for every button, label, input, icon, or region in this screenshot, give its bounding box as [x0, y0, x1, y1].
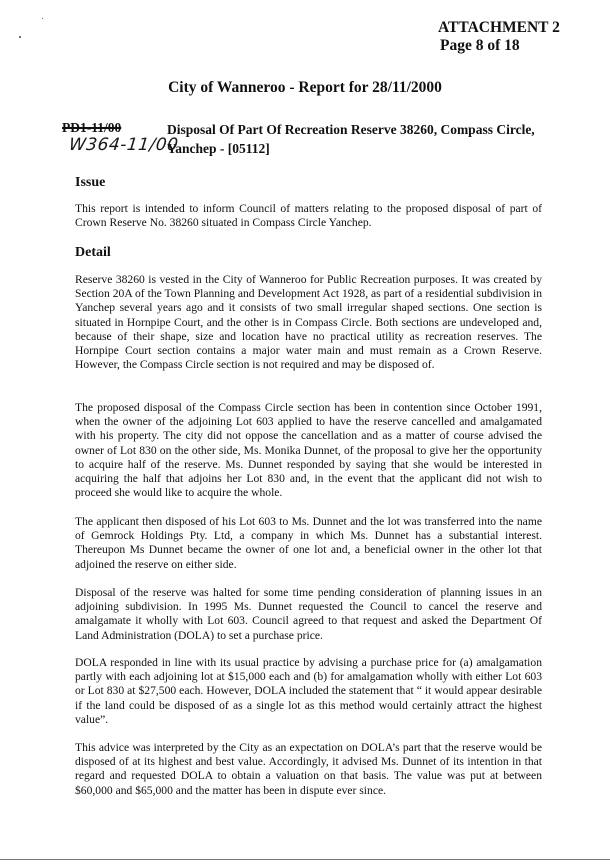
struck-reference: PD1-11/00 [62, 120, 122, 135]
page-bottom-edge [0, 859, 610, 860]
report-title: City of Wanneroo - Report for 28/11/2000 [168, 79, 442, 96]
issue-paragraph: This report is intended to inform Council of matters relating to the proposed disposal of part of Crown Reserve No. 38260 situated in Compass Circle Yanchep. [75, 202, 542, 230]
scan-speck [19, 36, 21, 38]
issue-heading: Issue [75, 175, 106, 190]
detail-heading: Detail [75, 245, 111, 260]
detail-paragraph: The proposed disposal of the Compass Circle section has been in contention since October 1991, when the owner of the adjoining Lot 603 applied to have the reserve cancelled and amalgamated with his property. The city did not oppose the cancellation and as a matter of course advised the owner of Lot 830 on the other side, Ms. Monika Dunnet, of the proposal to give her the opportunity to acquire half of the reserve. Ms. Dunnet responded by saying that she would be interested in acquiring the half that adjoins her Lot 830 and, in the event that the applicant did not wish to proceed she would like to acquire the whole. [75, 401, 542, 500]
scan-speck [42, 18, 43, 19]
detail-paragraph: The applicant then disposed of his Lot 603 to Ms. Dunnet and the lot was transferred into the name of Gemrock Holdings Pty. Ltd, a company in which Ms. Dunnet has a substantial interest. Thereupon Ms Dunnet became the owner of one lot and, a beneficial owner in the other lot that adjoined the reserve on either side. [75, 515, 542, 571]
handwritten-reference: W364-11/00 [67, 135, 180, 155]
page-number: Page 8 of 18 [440, 37, 520, 54]
attachment-label: ATTACHMENT 2 [438, 19, 560, 36]
detail-paragraph: Reserve 38260 is vested in the City of Wanneroo for Public Recreation purposes. It was created by Section 20A of the Town Planning and Development Act 1928, as part of a residential subdivision in Yanchep several years ago and it consists of two small irregular shaped sections. One section is situated in Hornpipe Court, and the other is in Compass Circle. Both sections are undeveloped and, because of their shape, size and location have no practical utility as recreation reserves. The Hornpipe Court section contains a major water main and must remain as a Crown Reserve. However, the Compass Circle section is not required and may be disposed of. [75, 273, 542, 372]
detail-paragraph: This advice was interpreted by the City as an expectation on DOLA’s part that the reserve would be disposed of at its highest and best value. Accordingly, it advised Ms. Dunnet of its intention in that regard and requested DOLA to obtain a valuation on that basis. The value was put at between $60,000 and $65,000 and the matter has been in dispute ever since. [75, 741, 542, 797]
detail-paragraph: DOLA responded in line with its usual practice by advising a purchase price for (a) amalgamation partly with each adjoining lot at $15,000 each and (b) for amalgamation wholly with either Lot 603 or Lot 830 at $27,500 each. However, DOLA included the statement that “ it would appear desirable if the land could be disposed of as a single lot as this method would certainly attract the highest value”. [75, 656, 542, 726]
attachment-header [438, 19, 560, 55]
item-subject: Disposal Of Part Of Recreation Reserve 38260, Compass Circle, Yanchep - [05112] [167, 122, 535, 156]
detail-paragraph: Disposal of the reserve was halted for some time pending consideration of planning issues in an adjoining subdivision. In 1995 Ms. Dunnet requested the Council to cancel the reserve and amalgamate it wholly with Lot 603. Council agreed to that request and asked the Department Of Land Administration (DOLA) to set a purchase price. [75, 586, 542, 642]
